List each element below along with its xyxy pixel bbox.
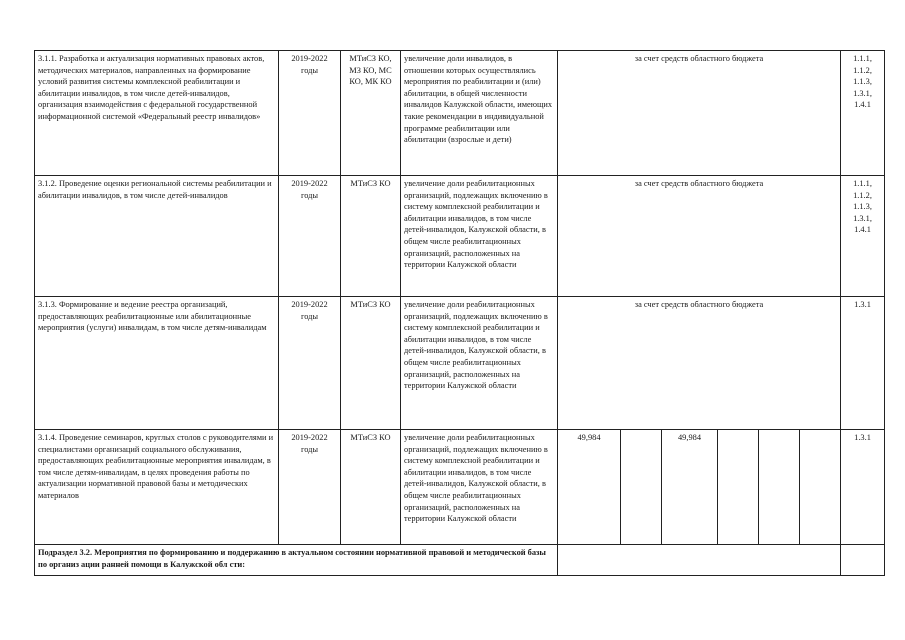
activity-name: 3.1.3. Формирование и ведение реестра организаций, предоставляющих реабилитационные или абилитационные мероприятия (услуги) инвалидам, в том числе детям-инвалидам [35, 297, 279, 430]
activity-indicator: увеличение доли инвалидов, в отношении которых осуществлялись мероприятия по реабилитации и (или) абилитации, в общей численности инвалидов Калужской области, имеющих такие рекомендации в индивидуальной программе реабилитации или абилитации (взрослые и дети) [401, 51, 558, 176]
table-row [35, 430, 885, 545]
empty-cell [841, 545, 885, 576]
activity-years: 2019-2022 годы [279, 297, 341, 430]
activity-financing: за счет средств областного бюджета [558, 51, 841, 176]
subsection-row [35, 545, 885, 576]
activity-executors: МТиСЗ КО [341, 176, 401, 297]
empty-cell [558, 545, 841, 576]
activity-indicator: увеличение доли реабилитационных организаций, подлежащих включению в систему комплексной реабилитации и абилитации инвалидов, в том числе детей-инвалидов, Калужской области, в общем числе реабилитационных организаций, расположенных на территории Калужской области [401, 430, 558, 545]
indicator-numbers: 1.3.1 [841, 430, 885, 545]
indicator-numbers: 1.3.1 [841, 297, 885, 430]
amount-year [800, 430, 841, 545]
amount-year [621, 430, 662, 545]
activity-executors: МТиСЗ КО, МЗ КО, МС КО, МК КО [341, 51, 401, 176]
indicator-numbers: 1.1.1, 1.1.2, 1.1.3, 1.3.1, 1.4.1 [841, 51, 885, 176]
table-row [35, 297, 885, 430]
activity-years: 2019-2022 годы [279, 51, 341, 176]
activity-financing: за счет средств областного бюджета [558, 176, 841, 297]
activity-executors: МТиСЗ КО [341, 430, 401, 545]
activity-name: 3.1.4. Проведение семинаров, круглых столов с руководителями и специалистами организаций социального обслуживания, предоставляющих реабилитационные мероприятия инвалидам, в том числе детям-инвалидам, в целях проведения работы по актуализации нормативной правовой базы и методических материалов [35, 430, 279, 545]
subsection-heading: Подраздел 3.2. Мероприятия по формированию и поддержанию в актуальном состоянии нормативной правовой и методической базы по организ ации ранней помощи в Калужской обл сти: [35, 545, 558, 576]
activity-indicator: увеличение доли реабилитационных организаций, подлежащих включению в систему комплексной реабилитации и абилитации инвалидов, в том числе детей-инвалидов, Калужской области, в общем числе реабилитационных организаций, расположенных на территории Калужской области [401, 176, 558, 297]
activity-name: 3.1.2. Проведение оценки региональной системы реабилитации и абилитации инвалидов, в том числе детей-инвалидов [35, 176, 279, 297]
program-activities-table [34, 50, 885, 576]
activity-executors: МТиСЗ КО [341, 297, 401, 430]
amount-year: 49,984 [662, 430, 718, 545]
activity-financing: за счет средств областного бюджета [558, 297, 841, 430]
activity-name: 3.1.1. Разработка и актуализация нормативных правовых актов, методических материалов, направленных на формирование условий развития системы комплексной реабилитации и абилитации инвалидов, в том числе детей-инвалидов, организация взаимодействия с федеральной государственной информационной системой «Федеральный реестр инвалидов» [35, 51, 279, 176]
activity-years: 2019-2022 годы [279, 430, 341, 545]
amount-year [759, 430, 800, 545]
table-row [35, 176, 885, 297]
amount-year [718, 430, 759, 545]
table-row [35, 51, 885, 176]
activity-years: 2019-2022 годы [279, 176, 341, 297]
amount-total: 49,984 [558, 430, 621, 545]
indicator-numbers: 1.1.1, 1.1.2, 1.1.3, 1.3.1, 1.4.1 [841, 176, 885, 297]
activity-indicator: увеличение доли реабилитационных организаций, подлежащих включению в систему комплексной реабилитации и абилитации инвалидов, в том числе детей-инвалидов, Калужской области, в общем числе реабилитационных организаций, расположенных на территории Калужской области [401, 297, 558, 430]
